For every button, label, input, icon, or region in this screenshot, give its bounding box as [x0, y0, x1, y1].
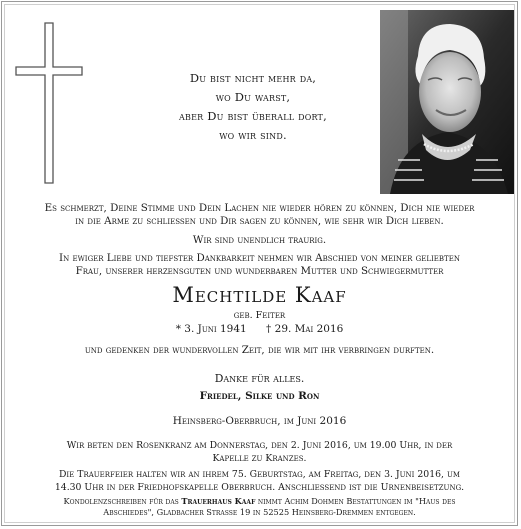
- text-segment: nimmt Achim Dohmen Bestattungen im "Haus des: [255, 496, 456, 506]
- portrait-photo: [380, 10, 514, 194]
- life-dates: [6, 323, 513, 335]
- text-segment: Kondolenzschreiben für das: [63, 496, 182, 506]
- text-line: 14.30 Uhr in der Friedhofskapelle Oberbruch. Anschliessend ist die Urnenbeisetzung.: [54, 481, 465, 493]
- mourning-house: Trauerhaus Kaaf: [181, 496, 256, 506]
- text-line: [6, 496, 513, 507]
- poem-line: Du bist nicht mehr da,: [189, 71, 317, 85]
- text-line: In ewiger Liebe und tiefster Dankbarkeit nehmen wir Abschied von meiner geliebten: [59, 252, 460, 264]
- text-line: Kapelle zu Kranzes.: [212, 452, 307, 464]
- text-line: Die Trauerfeier halten wir an ihrem 75. Geburtstag, am Freitag, den 3. Juni 2016, um: [58, 469, 461, 480]
- sadness-line: Wir sind unendlich traurig.: [192, 234, 327, 246]
- text-line: Abschiedes", Gladbacher Strasse 19 in 52525 Heinsberg-Dremmen entgegen.: [103, 507, 416, 517]
- deceased-name: Mechtilde Kaaf: [172, 283, 347, 307]
- signatories: Friedel, Silke und Ron: [199, 390, 320, 402]
- death-date: † 29. Mai 2016: [266, 323, 344, 335]
- rosary-notice: [6, 440, 513, 465]
- obituary-notice: [1, 1, 518, 526]
- birth-name: geb. Feiter: [233, 310, 286, 321]
- text-line: Wir beten den Rosenkranz am Donnerstag, den 2. Juni 2016, um 19.00 Uhr, in der: [66, 440, 453, 451]
- memory-line: und gedenken der wundervollen Zeit, die wir mit ihr verbringen durften.: [84, 344, 435, 356]
- text-line: Es schmerzt, Deine Stimme und Dein Lachen nie wieder hören zu können, Dich nie wieder: [44, 202, 475, 214]
- poem-line: aber Du bist überall dort,: [179, 109, 327, 123]
- birth-date: * 3. Juni 1941: [175, 323, 247, 335]
- grief-paragraph: [6, 202, 513, 228]
- funeral-notice: [6, 469, 513, 494]
- cross-icon: [14, 21, 84, 185]
- condolence-notice: [6, 496, 513, 518]
- poem-line: wo wir sind.: [219, 128, 287, 142]
- farewell-paragraph: [6, 252, 513, 278]
- poem-line: wo Du warst,: [215, 90, 291, 104]
- place-date: Heinsberg-Oberbruch, im Juni 2016: [172, 415, 347, 427]
- poem: [128, 69, 378, 145]
- thanks-line: Danke für alles.: [214, 372, 305, 385]
- text-line: in die Arme zu schliessen und Dir sagen zu können, wie sehr wir Dich lieben.: [75, 215, 444, 227]
- portrait-image: [380, 10, 514, 194]
- text-line: Frau, unserer herzensguten und wunderbaren Mutter und Schwiegermutter: [75, 265, 444, 277]
